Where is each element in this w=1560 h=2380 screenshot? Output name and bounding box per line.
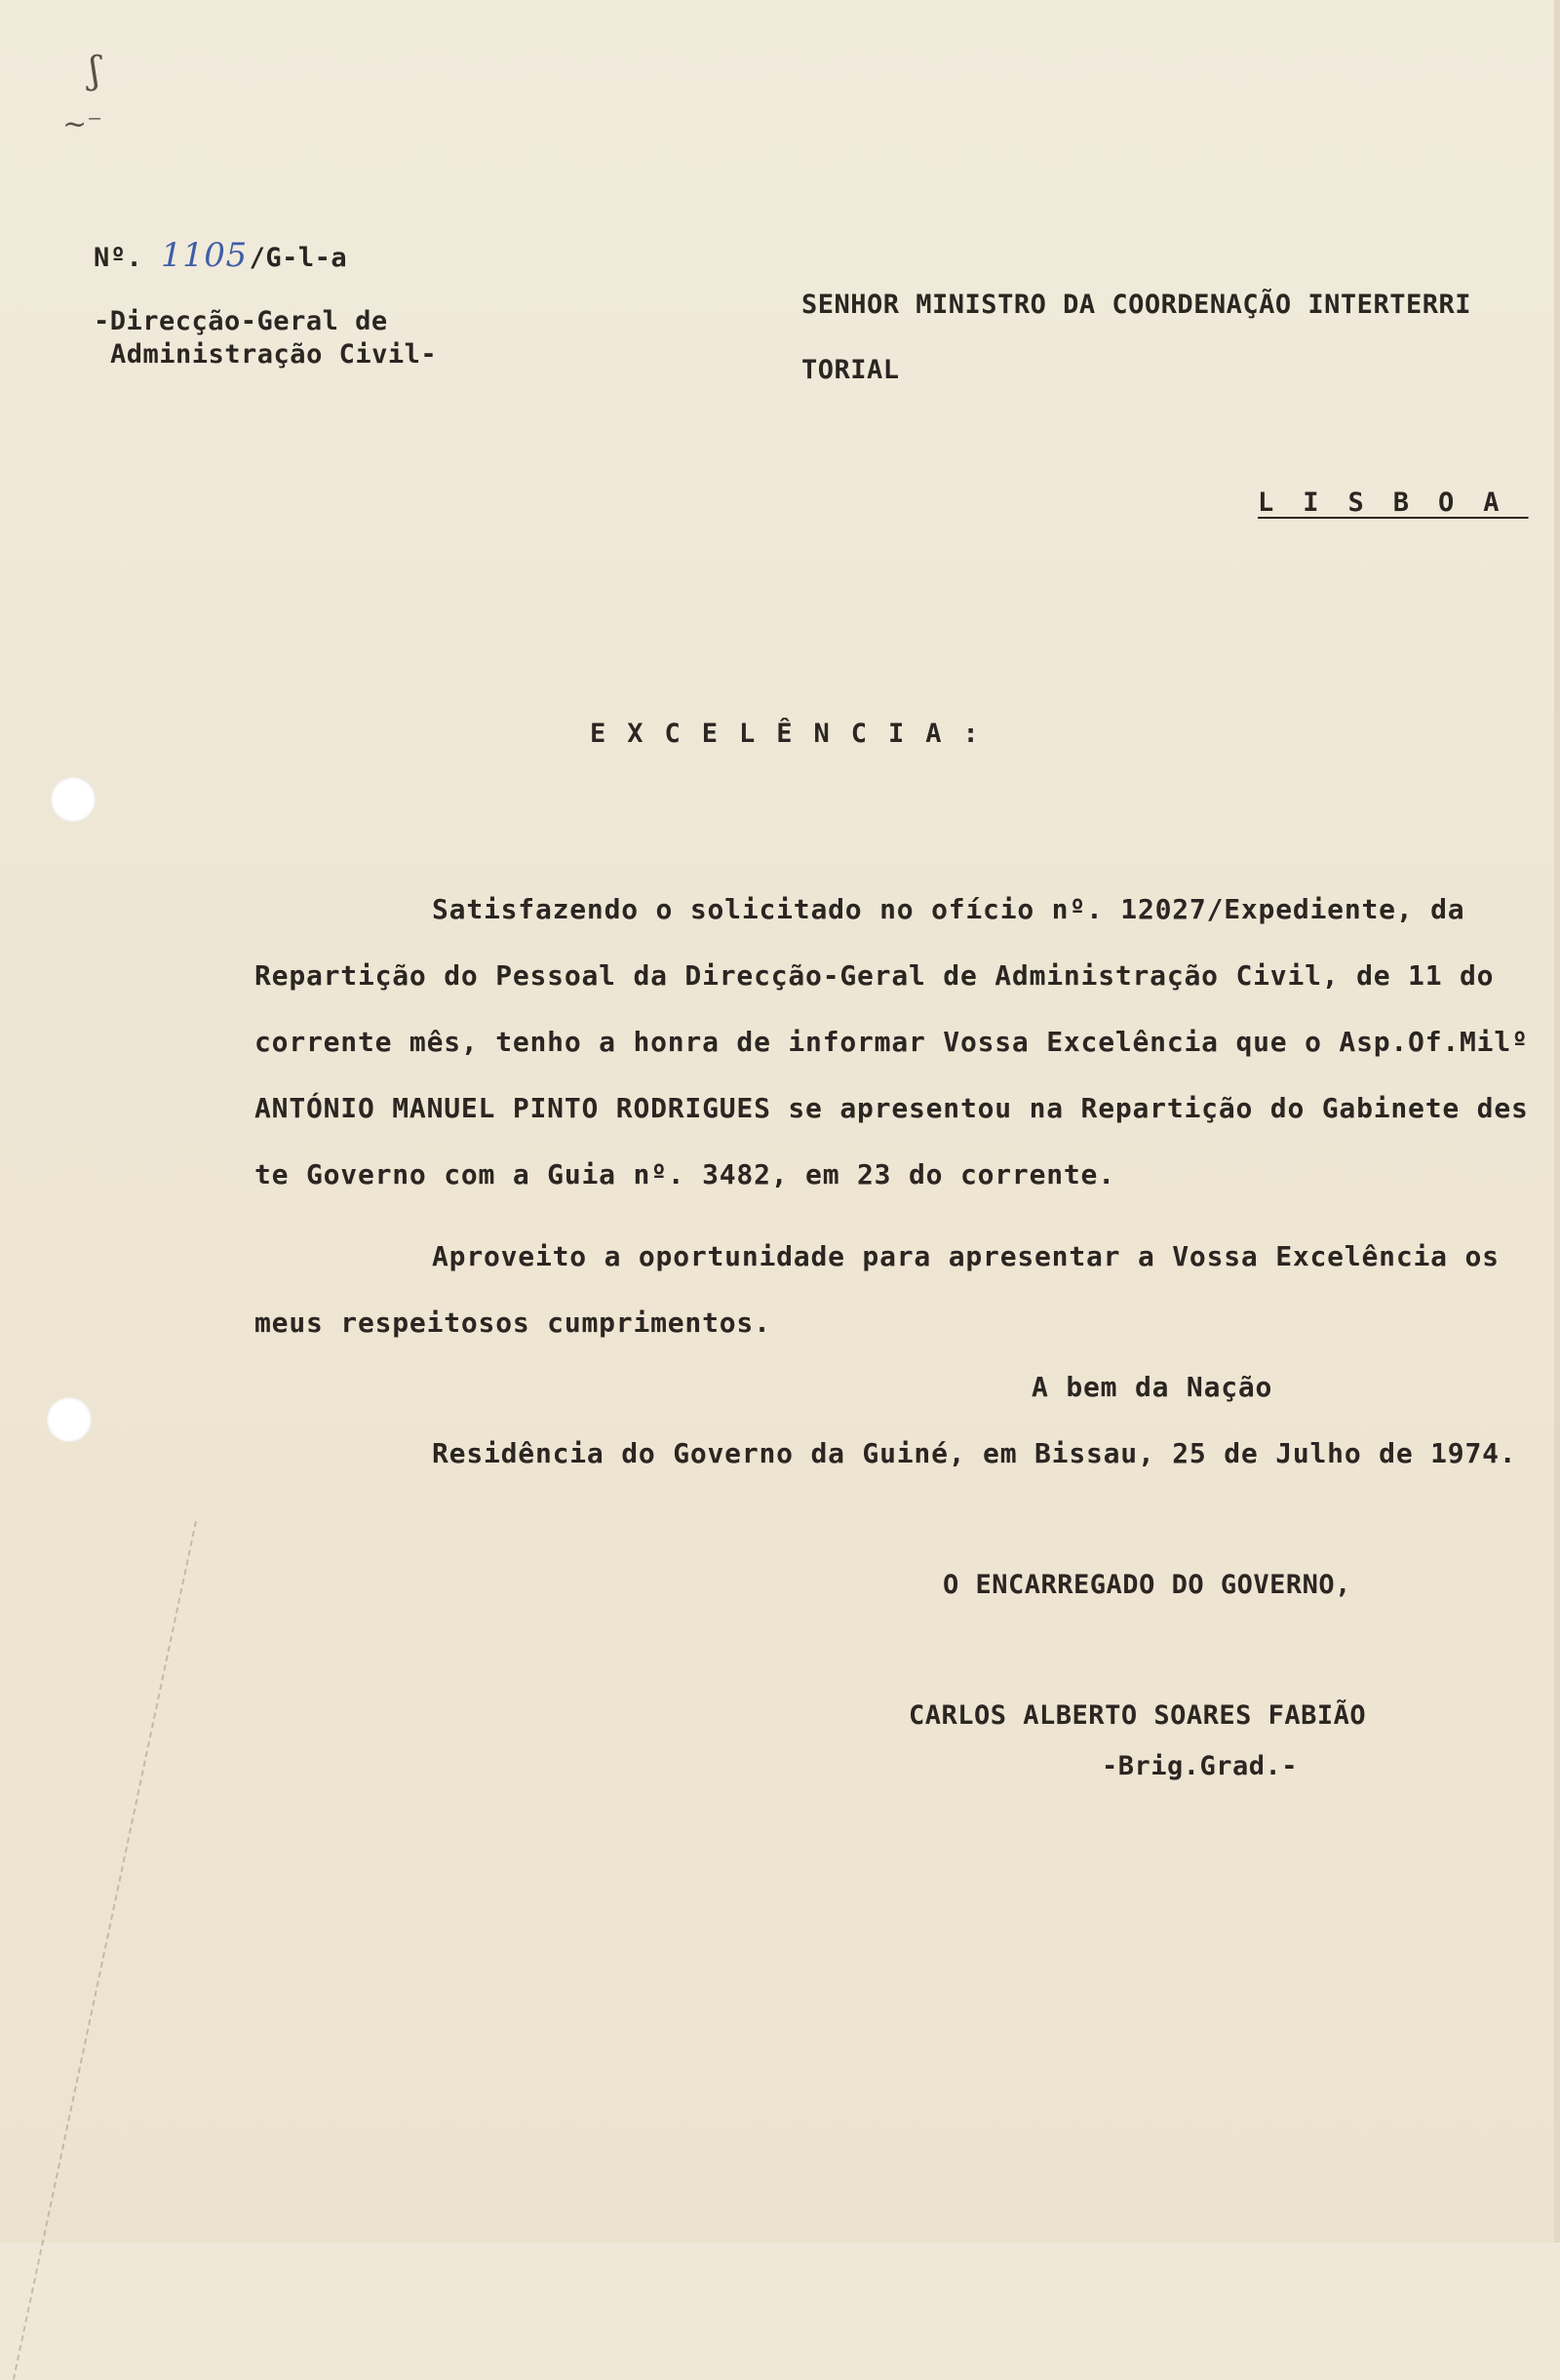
body-line-2: Repartição do Pessoal da Direcção-Geral de Administração Civil, de 11 do — [254, 959, 1495, 992]
punch-hole-top — [51, 777, 96, 822]
addressee-line-2: TORIAL — [801, 355, 900, 385]
body-line-5: te Governo com a Guia nº. 3482, em 23 do corrente. — [254, 1158, 1115, 1190]
ink-smudge: ~⁻ — [62, 107, 102, 141]
pencil-mark: ʃ — [90, 49, 100, 92]
addressee-line-1 — [801, 290, 1471, 321]
department-line-1: -Direcção-Geral de — [94, 306, 388, 336]
city-lisboa: LISBOA — [1258, 488, 1529, 518]
salutation: EXCELÊNCIA: — [590, 719, 1000, 749]
punch-hole-bottom — [47, 1397, 92, 1442]
ref-handwritten-number: 1105 — [161, 236, 248, 275]
body-line-4: ANTÓNIO MANUEL PINTO RODRIGUES se apresentou na Repartição do Gabinete des — [254, 1092, 1529, 1124]
department-line-2: Administração Civil- — [110, 339, 438, 370]
body-line-3: corrente mês, tenho a honra de informar Vossa Excelência que o Asp.Of.Milº — [254, 1026, 1529, 1058]
addressee-text: SENHOR MINISTRO DA COORDENAÇÃO INTERTERRI — [801, 290, 1471, 320]
reference-number — [94, 236, 348, 275]
place-and-date: Residência do Governo da Guiné, em Bissau, 25 de Julho de 1974. — [432, 1437, 1517, 1469]
closing-motto: A bem da Nação — [1032, 1371, 1273, 1403]
body-line-7: meus respeitosos cumprimentos. — [254, 1307, 771, 1339]
body-line-1: Satisfazendo o solicitado no ofício nº. 12027/Expediente, da — [432, 893, 1465, 925]
ref-prefix: Nº. — [94, 243, 143, 273]
page-edge — [1554, 0, 1560, 2243]
ref-suffix: /G-l-a — [249, 243, 348, 273]
signatory-name: CARLOS ALBERTO SOARES FABIÃO — [909, 1700, 1367, 1731]
signatory-title: O ENCARREGADO DO GOVERNO, — [943, 1570, 1351, 1600]
body-line-6: Aproveito a oportunidade para apresentar a Vossa Excelência os — [432, 1240, 1500, 1272]
signatory-rank: -Brig.Grad.- — [1102, 1751, 1299, 1781]
